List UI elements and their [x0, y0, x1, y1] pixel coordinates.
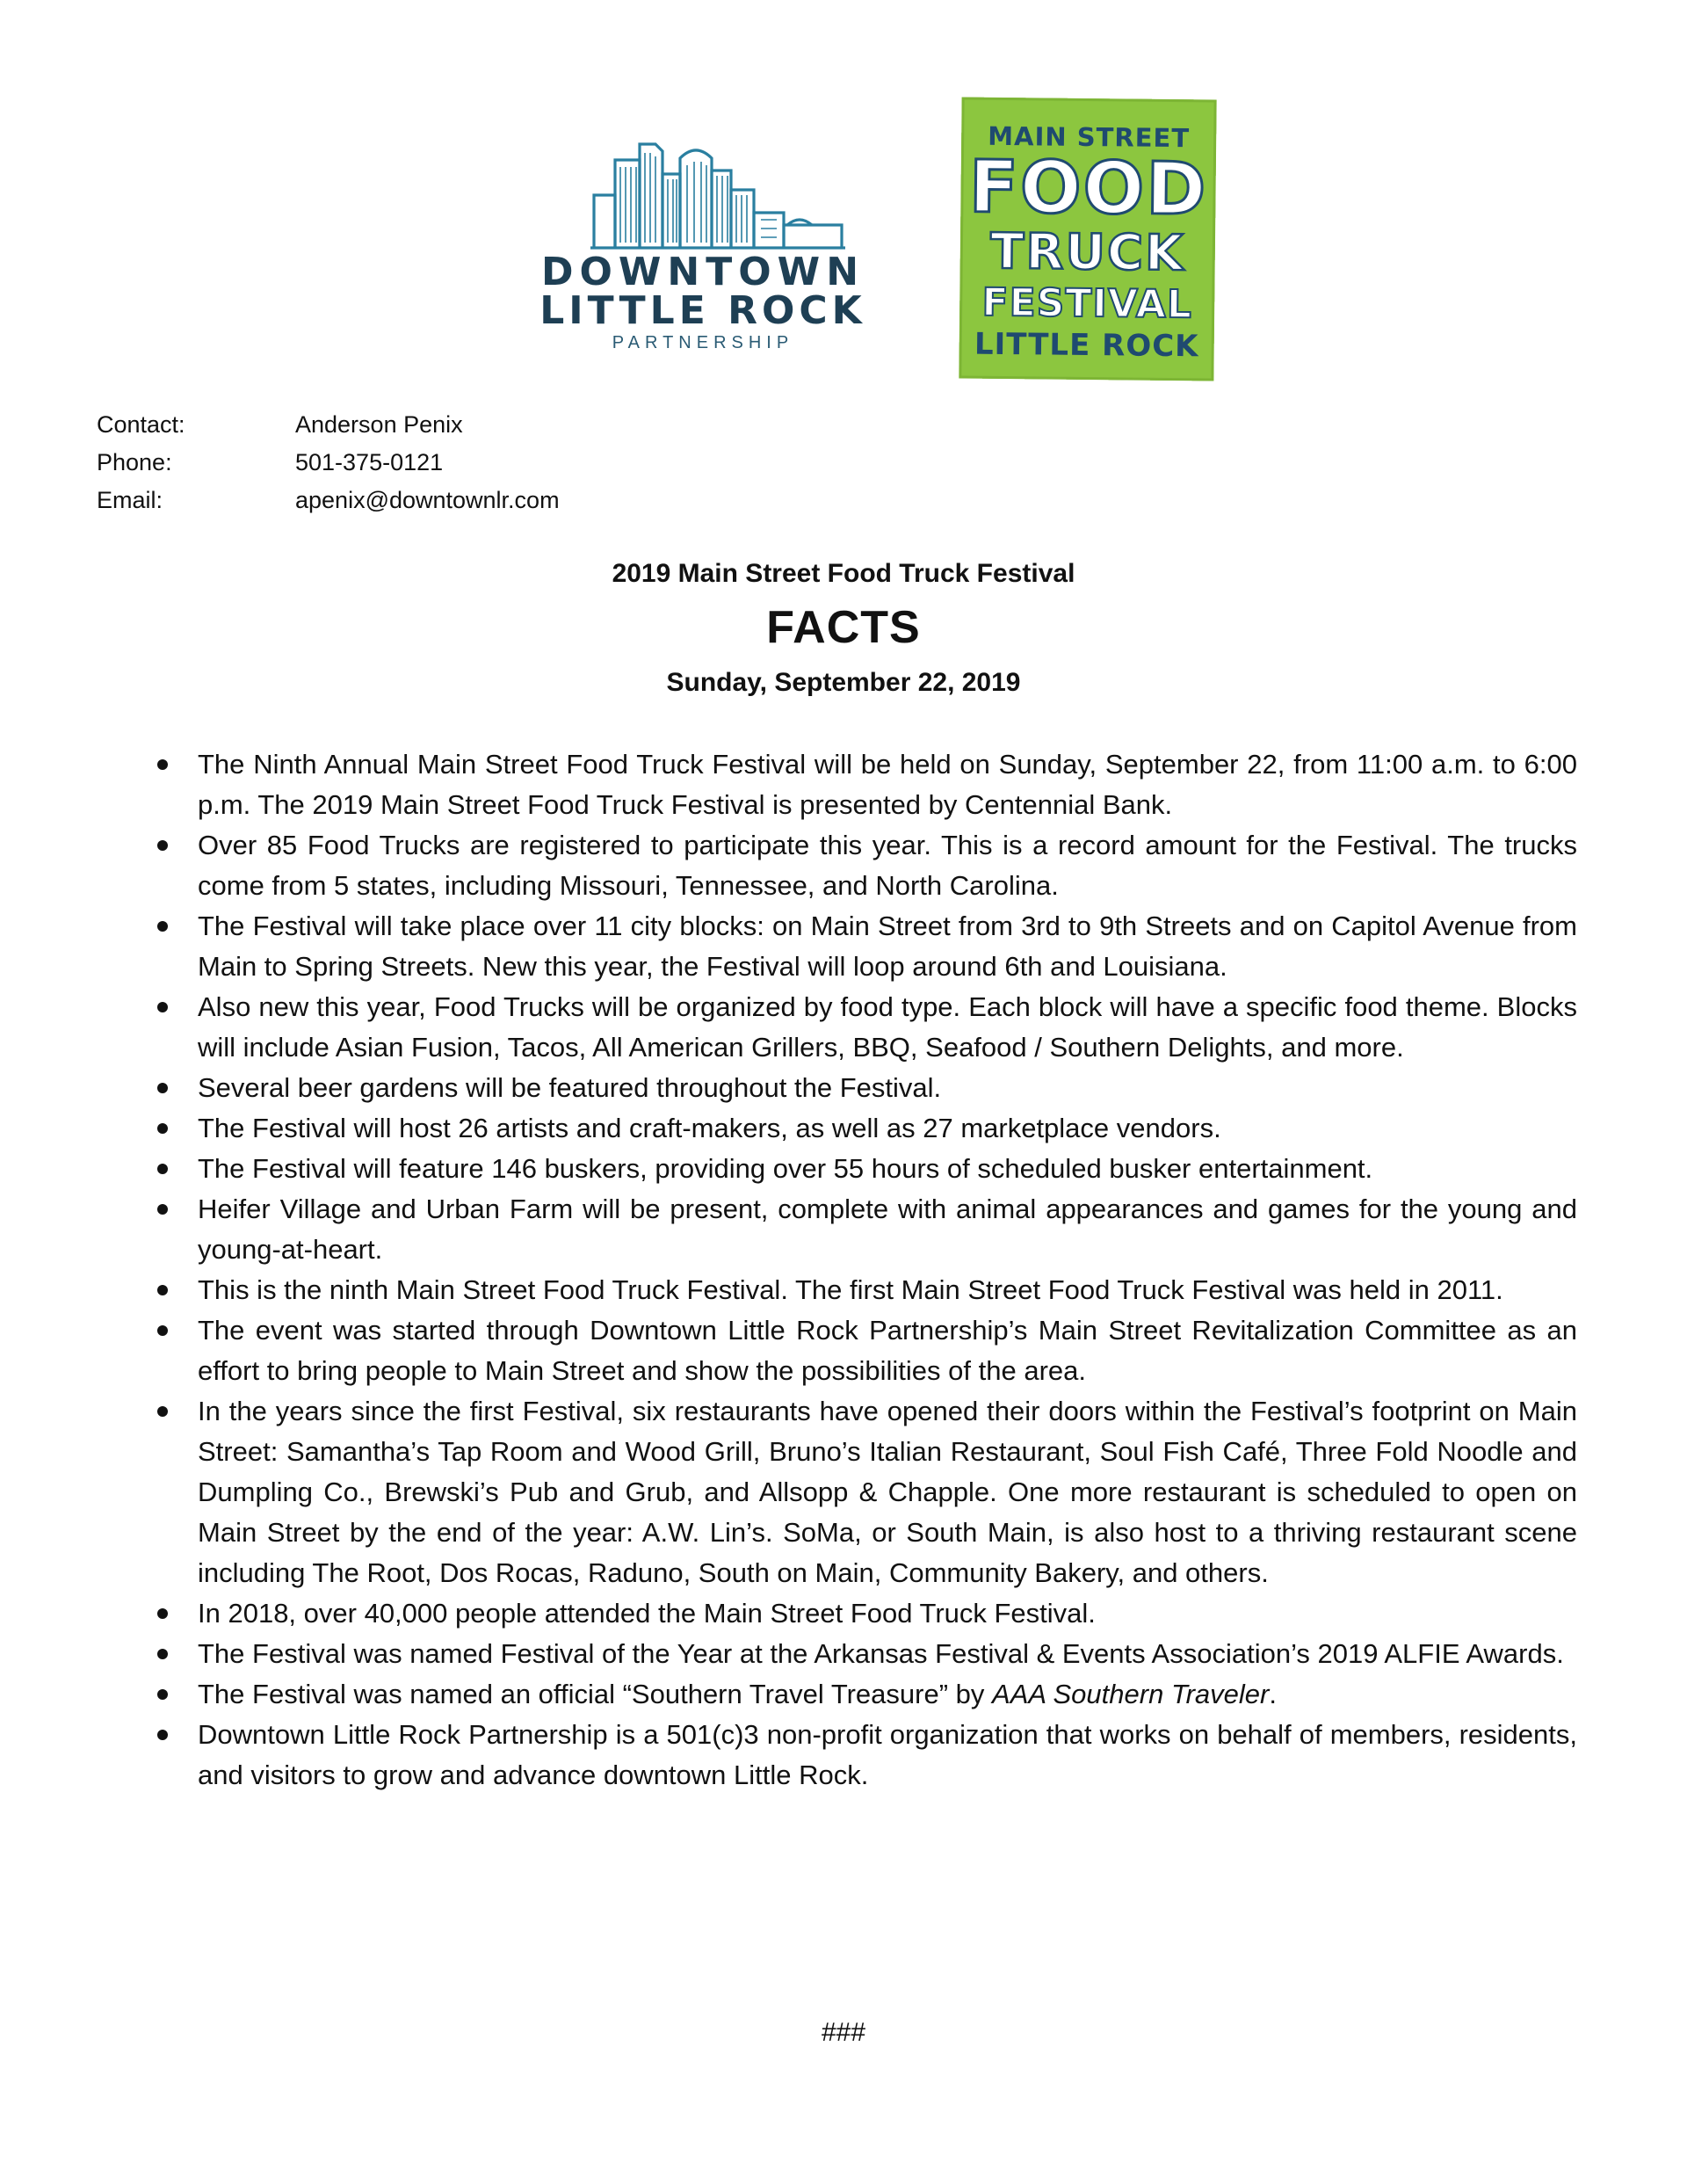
skyline-icon: [589, 141, 848, 255]
fact-text: The Festival was named an official “Southern Travel Treasure” by: [198, 1679, 993, 1709]
bullet-icon: [157, 1325, 168, 1336]
bullet-icon: [157, 1649, 168, 1659]
email-row: [97, 482, 560, 519]
list-item: [198, 987, 1577, 1068]
fact-text: Several beer gardens will be featured throughout the Festival.: [198, 1072, 942, 1103]
document-title: FACTS: [766, 602, 921, 653]
list-item: [198, 1108, 1577, 1149]
bullet-icon: [157, 840, 168, 851]
list-item: [198, 1310, 1577, 1391]
fact-text: The Festival will take place over 11 city blocks: on Main Street from 3rd to 9th Streets and on Capitol Avenue from Main to Spring Streets. New this year, the Festival will loop around 6th and Louisiana.: [198, 911, 1577, 982]
fact-text: This is the ninth Main Street Food Truck Festival. The first Main Street Food Truck Festival was held in 2011.: [198, 1274, 1503, 1305]
contact-name: Anderson Penix: [295, 411, 463, 438]
list-item: [198, 1149, 1577, 1189]
fact-text: Heifer Village and Urban Farm will be present, complete with animal appearances and games for the young and young-at-heart.: [198, 1194, 1577, 1265]
bullet-icon: [157, 1730, 168, 1740]
email-label: Email:: [97, 487, 163, 513]
bullet-icon: [157, 1123, 168, 1134]
logo-text-little-rock: LITTLE ROCK: [974, 326, 1199, 365]
logo-text-festival: FESTIVAL: [981, 279, 1193, 328]
list-item: [198, 1270, 1577, 1310]
bullet-icon: [157, 1204, 168, 1215]
fact-text: The Festival will host 26 artists and craft-makers, as well as 27 marketplace vendors.: [198, 1113, 1221, 1143]
event-date: Sunday, September 22, 2019: [666, 668, 1021, 697]
bullet-icon: [157, 921, 168, 932]
facts-list: [198, 744, 1577, 1796]
list-item: [198, 1189, 1577, 1270]
publication-title: AAA Southern Traveler: [992, 1679, 1270, 1709]
document-subtitle: 2019 Main Street Food Truck Festival: [612, 559, 1075, 588]
logo-text-truck: TRUCK: [989, 222, 1185, 283]
fact-text: In the years since the first Festival, six restaurants have opened their doors within the Festival’s footprint on Main Street: Samantha’s Tap Room and Wood Grill, Bruno’s Italian Restaurant, Soul Fish Café, Three Fold Noodle and Dumpling Co., Brewski’s Pub and Grub, and Allsopp & Chapple. One more restaurant is scheduled to open on Main Street by the end of the year: A.W. Lin’s. SoMa, or South Main, is also host to a thriving restaurant scene including The Root, Dos Rocas, Raduno, South on Main, Community Bakery, and others.: [198, 1396, 1577, 1588]
logo-text-food: FOOD: [968, 145, 1208, 232]
fact-text: Downtown Little Rock Partnership is a 501(c)3 non-profit organization that works on behalf of members, residents, and visitors to grow and advance downtown Little Rock.: [198, 1719, 1577, 1790]
logo-text-little-rock: LITTLE ROCK: [539, 288, 866, 333]
end-of-release-mark: ###: [821, 2018, 866, 2047]
contact-label: Contact:: [97, 411, 185, 438]
bullet-icon: [157, 1002, 168, 1012]
fact-text: The Festival will feature 146 buskers, providing over 55 hours of scheduled busker entertainment.: [198, 1153, 1373, 1184]
contact-block: [97, 406, 560, 519]
contact-row: [97, 406, 560, 444]
fact-text: The Ninth Annual Main Street Food Truck Festival will be held on Sunday, September 22, from 11:00 a.m. to 6:00 p.m. The 2019 Main Street Food Truck Festival is presented by Centennial Bank.: [198, 749, 1577, 820]
bullet-icon: [157, 759, 168, 770]
phone-number: 501-375-0121: [295, 449, 444, 475]
list-item: [198, 1674, 1577, 1715]
list-item: [198, 906, 1577, 987]
list-item: [198, 744, 1577, 825]
email-address[interactable]: apenix@downtownlr.com: [295, 487, 560, 513]
fact-text: Over 85 Food Trucks are registered to participate this year. This is a record amount for the Festival. The trucks come from 5 states, including Missouri, Tennessee, and North Carolina.: [198, 830, 1577, 901]
bullet-icon: [157, 1406, 168, 1417]
fact-text: Also new this year, Food Trucks will be organized by food type. Each block will have a specific food theme. Blocks will include Asian Fusion, Tacos, All American Grillers, BBQ, Seafood / Southern Delights, and more.: [198, 991, 1577, 1063]
list-item: [198, 1593, 1577, 1634]
phone-label: Phone:: [97, 449, 172, 475]
bullet-icon: [157, 1083, 168, 1093]
fact-text-end: .: [1269, 1679, 1277, 1709]
bullet-icon: [157, 1285, 168, 1295]
list-item: [198, 1391, 1577, 1593]
bullet-icon: [157, 1689, 168, 1700]
fact-text: The event was started through Downtown Little Rock Partnership’s Main Street Revitalization Committee as an effort to bring people to Main Street and show the possibilities of the area.: [198, 1315, 1577, 1386]
logo-text-downtown: DOWNTOWN: [540, 250, 865, 294]
list-item: [198, 1634, 1577, 1674]
downtown-little-rock-logo: [527, 141, 879, 360]
fact-text: In 2018, over 40,000 people attended the Main Street Food Truck Festival.: [198, 1598, 1096, 1629]
food-truck-festival-logo: [959, 97, 1216, 381]
logo-text-partnership: PARTNERSHIP: [612, 333, 794, 352]
phone-row: [97, 444, 560, 482]
list-item: [198, 1715, 1577, 1796]
bullet-icon: [157, 1608, 168, 1619]
list-item: [198, 825, 1577, 906]
bullet-icon: [157, 1164, 168, 1174]
fact-text: The Festival was named Festival of the Year at the Arkansas Festival & Events Association’s 2019 ALFIE Awards.: [198, 1638, 1564, 1669]
logo-text-main-street: MAIN STREET: [988, 120, 1191, 154]
list-item: [198, 1068, 1577, 1108]
